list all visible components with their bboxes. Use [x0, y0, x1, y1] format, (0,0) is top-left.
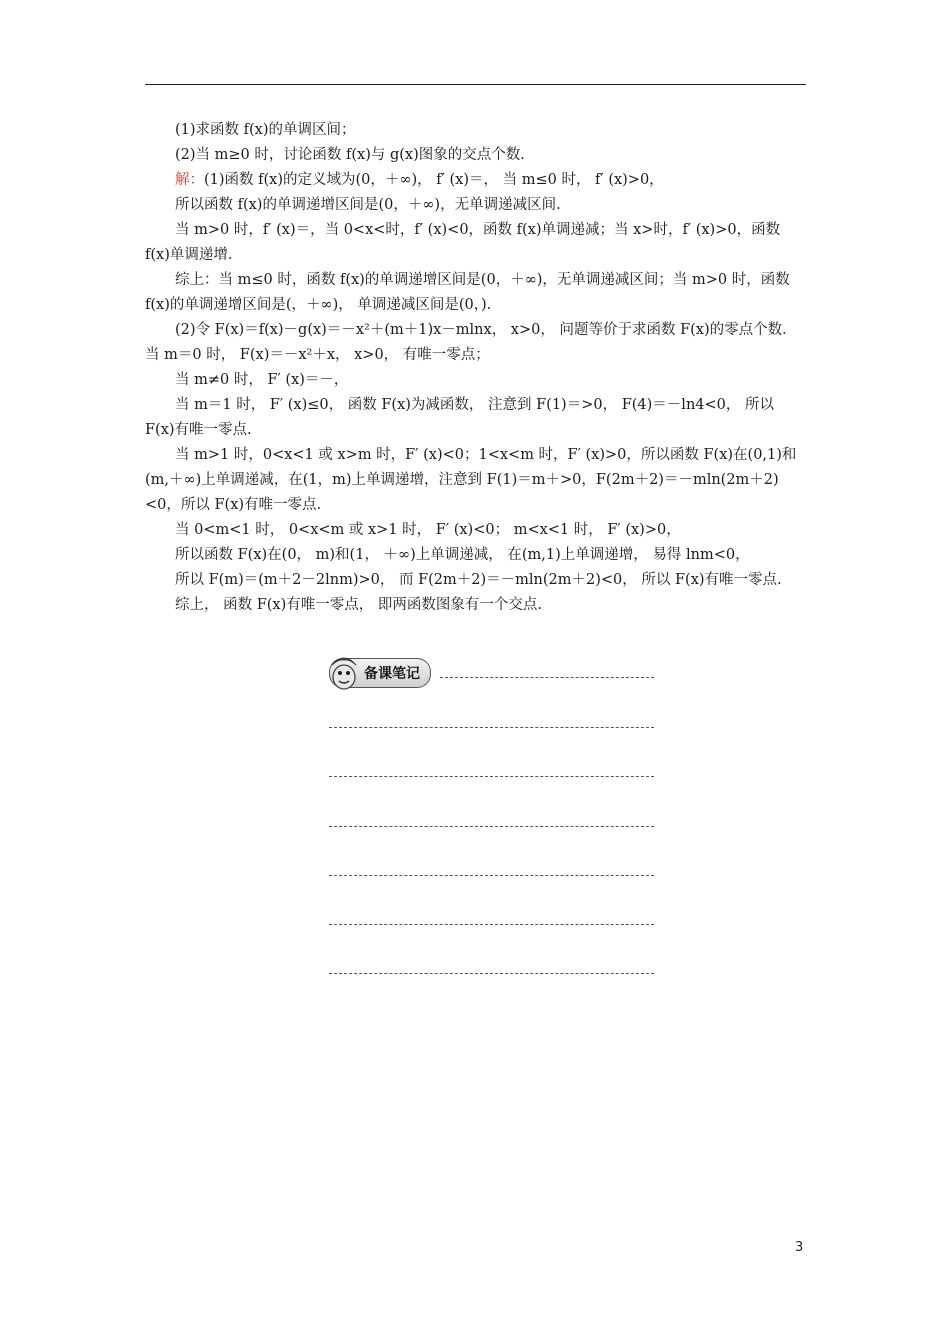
paragraph-text: 所以函数 F(x)在(0， m)和(1， ＋∞)上单调递减， 在(m,1)上单调递增， 易得 lnm<0，: [175, 547, 750, 563]
page-number: 3: [795, 1240, 804, 1255]
paragraph-text: 当 m>0 时，f′ (x)＝，当 0<x<时，f′ (x)<0，函数 f(x)单调递减；当 x>时，f′ (x)>0，函数 f(x)单调递增.: [145, 222, 781, 263]
paragraph-text: (1)函数 f(x)的定义域为(0，＋∞)， f′ (x)＝， 当 m≤0 时， f′ (x)>0，: [204, 172, 664, 188]
header-rule: [145, 84, 806, 85]
note-line: [329, 924, 654, 925]
paragraph-text: 当 0<m<1 时， 0<x<m 或 x>1 时， F′ (x)<0； m<x<1 时， F′ (x)>0，: [175, 522, 681, 538]
paragraph-text: (2)当 m≥0 时，讨论函数 f(x)与 g(x)图象的交点个数.: [175, 147, 525, 163]
paragraph-text: 综上：当 m≤0 时，函数 f(x)的单调递增区间是(0，＋∞)，无单调递减区间；当 m>0 时，函数 f(x)的单调递增区间是(，＋∞)， 单调递减区间是(0，).: [145, 272, 790, 313]
paragraph: [145, 168, 806, 193]
solution-text: [145, 118, 806, 618]
paragraph-text: 所以 F(m)＝(m＋2－2lnm)>0， 而 F(2m＋2)＝－mln(2m＋2)<0， 所以 F(x)有唯一零点.: [175, 572, 782, 588]
paragraph-text: 所以函数 f(x)的单调递增区间是(0，＋∞)，无单调递减区间.: [175, 197, 561, 213]
lesson-notes-header: [329, 658, 431, 688]
note-line: [329, 973, 654, 974]
note-line: [329, 826, 654, 827]
paragraph: [145, 318, 806, 368]
lesson-notes-label: 备课笔记: [364, 666, 420, 682]
paragraph: [145, 218, 806, 268]
paragraph-text: (2)令 F(x)＝f(x)－g(x)＝－x²＋(m＋1)x－mlnx， x>0， 问题等价于求函数 F(x)的零点个数．当 m＝0 时， F(x)＝－x²＋x， x>0， 有唯一零点；: [145, 322, 797, 363]
paragraph: [145, 118, 806, 143]
paragraph: [145, 143, 806, 168]
paragraph: [145, 593, 806, 618]
paragraph: [145, 393, 806, 443]
note-line: [329, 727, 654, 728]
paragraph-text: 当 m>1 时，0<x<1 或 x>m 时，F′ (x)<0；1<x<m 时，F′ (x)>0，所以函数 F(x)在(0,1)和(m,＋∞)上单调递减，在(1，m)上单调递增，注意到 F(1)＝m＋>0，F(2m＋2)＝－mln(2m＋2)<0，所以 F(x)有唯一零点.: [145, 447, 797, 513]
note-line: [329, 875, 654, 876]
paragraph: [145, 543, 806, 568]
answer-label: 解：: [175, 172, 204, 188]
paragraph-text: (1)求函数 f(x)的单调区间；: [175, 122, 356, 138]
note-line: [440, 677, 654, 678]
paragraph: [145, 268, 806, 318]
paragraph: [145, 518, 806, 543]
paragraph-text: 当 m≠0 时， F′ (x)＝－，: [175, 372, 349, 388]
paragraph: [145, 443, 806, 518]
paragraph: [145, 368, 806, 393]
lesson-notes-badge: [329, 658, 431, 688]
mascot-icon: [326, 651, 362, 691]
note-line: [329, 776, 654, 777]
paragraph-text: 综上， 函数 F(x)有唯一零点， 即两函数图象有一个交点.: [175, 597, 542, 613]
paragraph: [145, 193, 806, 218]
paragraph: [145, 568, 806, 593]
paragraph-text: 当 m＝1 时， F′ (x)≤0， 函数 F(x)为减函数， 注意到 F(1)＝>0， F(4)＝－ln4<0， 所以 F(x)有唯一零点.: [145, 397, 774, 438]
